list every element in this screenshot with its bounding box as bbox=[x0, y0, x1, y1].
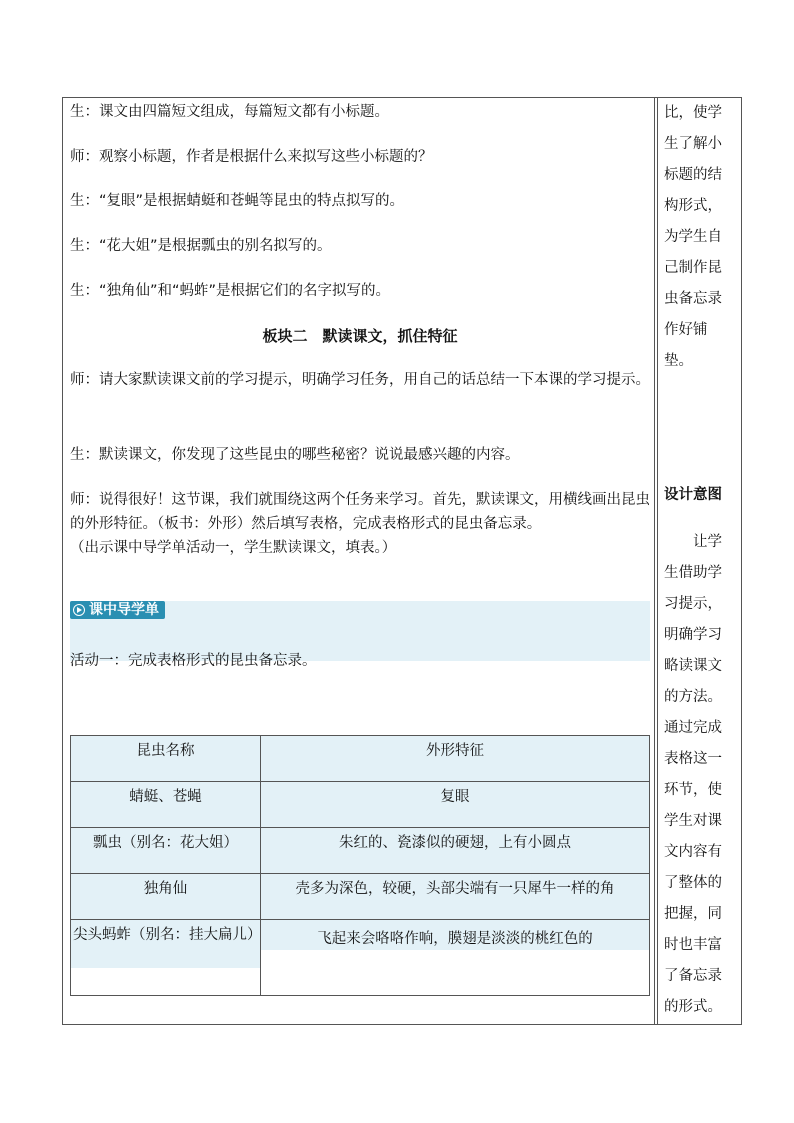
table-row bbox=[71, 828, 650, 874]
side-note-line: 时也丰富 bbox=[664, 937, 722, 953]
insect-name: 独角仙 bbox=[71, 874, 260, 919]
insect-feature: 飞起来会咯咯作响，膜翅是淡淡的桃红色的 bbox=[261, 920, 649, 950]
dialogue-line: 师：请大家默读课文前的学习提示，明确学习任务，用自己的话总结一下本课的学习提示。 bbox=[70, 372, 650, 388]
side-note-line: 的方法。 bbox=[664, 689, 722, 705]
side-note-line: 比，使学 bbox=[664, 105, 722, 121]
design-intent-title: 设计意图 bbox=[664, 487, 722, 503]
side-note-line: 为学生自 bbox=[664, 229, 722, 245]
side-note-line: 标题的结 bbox=[664, 167, 722, 183]
table-row bbox=[71, 782, 650, 828]
dialogue-line: （出示课中导学单活动一，学生默读课文，填表。） bbox=[70, 540, 397, 556]
dialogue-line: 生：默读课文，你发现了这些昆虫的哪些秘密？说说最感兴趣的内容。 bbox=[70, 447, 520, 463]
side-note-line: 了备忘录 bbox=[664, 968, 722, 984]
section-heading: 板块二 默读课文，抓住特征 bbox=[262, 327, 458, 345]
table-header: 昆虫名称 bbox=[71, 736, 260, 781]
table-row bbox=[71, 920, 650, 996]
side-note-line: 虫备忘录 bbox=[664, 291, 722, 307]
insect-name: 尖头蚂蚱（别名：挂大扁儿） bbox=[71, 920, 260, 968]
dialogue-line: 师：说得很好！这节课，我们就围绕这两个任务来学习。首先，默读课文，用横线画出昆虫的外形特征。（板书：外形）然后填写表格，完成表格形式的昆虫备忘录。 bbox=[70, 492, 650, 532]
side-note-line: 构形式， bbox=[664, 198, 722, 214]
guide-badge bbox=[70, 601, 165, 619]
side-note-line: 把握，同 bbox=[664, 906, 722, 922]
side-note-line: 通过完成 bbox=[664, 720, 722, 736]
side-note-line: 了整体的 bbox=[664, 875, 722, 891]
insect-memo-table bbox=[70, 735, 650, 996]
side-note-line: 生了解小 bbox=[664, 136, 722, 152]
dialogue-line: 生：“独角仙”和“蚂蚱”是根据它们的名字拟写的。 bbox=[70, 283, 391, 299]
side-note-line: 略读课文 bbox=[664, 658, 722, 674]
dialogue-line: 生：“复眼”是根据蜻蜓和苍蝇等昆虫的特点拟写的。 bbox=[70, 193, 405, 209]
side-note-line: 己制作昆 bbox=[664, 260, 722, 276]
table-header-row bbox=[71, 736, 650, 782]
side-note-line: 表格这一 bbox=[664, 751, 722, 767]
side-notes-design bbox=[664, 480, 734, 1023]
side-note-line: 垫。 bbox=[664, 353, 693, 369]
insect-name: 瓢虫（别名：花大姐） bbox=[71, 828, 260, 873]
table-row bbox=[71, 874, 650, 920]
side-note-line: 生借助学 bbox=[664, 565, 722, 581]
play-icon bbox=[73, 604, 85, 616]
side-note-line: 环节，使 bbox=[664, 782, 722, 798]
dialogue-line: 生：课文由四篇短文组成，每篇短文都有小标题。 bbox=[70, 104, 389, 120]
column-divider bbox=[654, 97, 658, 1025]
dialogue-line: 师：观察小标题，作者是根据什么来拟写这些小标题的？ bbox=[70, 149, 433, 165]
side-note-line: 习提示， bbox=[664, 596, 722, 612]
table-header: 外形特征 bbox=[261, 736, 649, 781]
side-notes-top bbox=[664, 98, 734, 377]
dialogue-line: 生：“花大姐”是根据瓢虫的别名拟写的。 bbox=[70, 238, 332, 254]
side-note-line: 学生对课 bbox=[664, 813, 722, 829]
insect-feature: 朱红的、瓷漆似的硬翅，上有小圆点 bbox=[261, 828, 649, 873]
side-note-line: 文内容有 bbox=[664, 844, 722, 860]
insect-feature: 壳多为深色，较硬，头部尖端有一只犀牛一样的角 bbox=[261, 874, 649, 919]
side-note-line: 让学 bbox=[664, 534, 722, 550]
guide-badge-label: 课中导学单 bbox=[89, 602, 159, 618]
side-note-line: 的形式。 bbox=[664, 999, 722, 1015]
activity-line: 活动一：完成表格形式的昆虫备忘录。 bbox=[70, 653, 317, 669]
insect-name: 蜻蜓、苍蝇 bbox=[71, 782, 260, 827]
side-note-line: 明确学习 bbox=[664, 627, 722, 643]
insect-feature: 复眼 bbox=[261, 782, 649, 827]
side-note-line: 作好铺 bbox=[664, 322, 708, 338]
